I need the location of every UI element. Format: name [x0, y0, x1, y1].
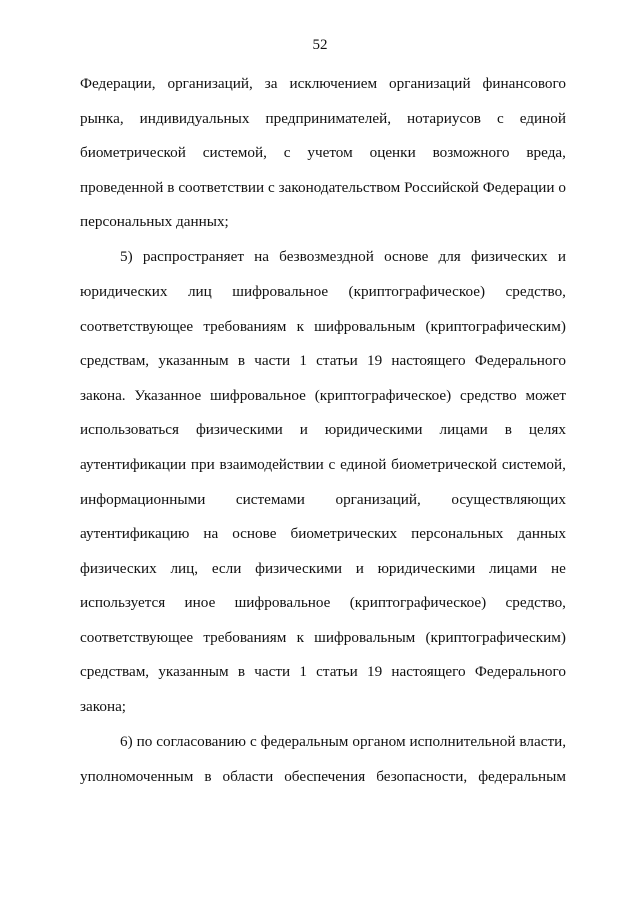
text-word: на — [203, 525, 219, 543]
text-word: федеральным — [260, 733, 349, 751]
text-word: 19 — [366, 352, 383, 370]
text-word: области — [222, 767, 274, 785]
text-word: по — [136, 733, 153, 751]
text-word: власти, — [519, 733, 566, 751]
text-word: шифровальное — [232, 282, 329, 300]
text-word: осуществляющих — [451, 490, 566, 508]
text-word: средство, — [505, 282, 566, 300]
text-word: оценки — [369, 144, 416, 162]
text-word: 1 — [299, 352, 307, 370]
text-word: основе — [384, 248, 429, 266]
text-word: средствам, — [80, 663, 150, 681]
text-word: системами — [235, 490, 305, 508]
text-word: с — [283, 144, 291, 162]
text-line — [80, 725, 566, 760]
text-word: индивидуальных — [139, 109, 250, 127]
text-word: соответствующее — [80, 317, 194, 335]
text-line — [80, 690, 566, 725]
text-word: 19 — [366, 663, 383, 681]
text-word: средство, — [505, 594, 566, 612]
text-line — [80, 517, 566, 552]
text-word: средство — [460, 386, 517, 404]
document-body — [80, 67, 566, 794]
text-word: о — [558, 178, 566, 196]
text-line — [80, 275, 566, 310]
text-word: (криптографическое) — [349, 594, 487, 612]
text-line — [80, 171, 566, 206]
text-line — [80, 310, 566, 345]
text-word: требованиям — [203, 317, 287, 335]
text-word: лицами — [488, 559, 538, 577]
text-word: в — [204, 767, 212, 785]
text-word: Указанное — [134, 386, 202, 404]
text-word: за — [264, 75, 278, 92]
text-word: данных — [517, 525, 566, 543]
text-word: 6) — [120, 733, 133, 751]
text-word: основе — [232, 525, 277, 543]
text-word: единой — [340, 455, 387, 473]
text-word: организаций, — [335, 490, 421, 508]
text-word: закона. — [80, 386, 126, 404]
text-word: нотариусов — [407, 109, 481, 127]
text-word: с — [249, 733, 257, 751]
text-word: аутентификацию — [80, 525, 190, 543]
text-word: уполномоченным — [80, 767, 194, 785]
text-word: к — [296, 317, 304, 335]
text-word: 5) — [120, 248, 133, 266]
text-word: настоящего — [391, 352, 466, 370]
text-word: вреда, — [526, 144, 566, 162]
text-word: физическими — [255, 559, 342, 577]
text-word: распространяет — [142, 248, 244, 266]
text-word: (криптографическое) — [348, 282, 486, 300]
text-word: рынка, — [80, 109, 124, 127]
text-word: предпринимателей, — [265, 109, 392, 127]
text-word: юридическими — [377, 559, 476, 577]
text-line — [80, 379, 566, 414]
text-word: юридическими — [324, 421, 423, 439]
text-word: иное — [184, 594, 216, 612]
text-word: шифровальным — [314, 628, 416, 646]
text-word: части — [254, 663, 291, 681]
text-word: аутентификации — [80, 455, 187, 473]
text-word: средствам, — [80, 352, 150, 370]
text-word: в — [237, 663, 246, 681]
text-line — [80, 552, 566, 587]
text-word: согласованию — [156, 733, 247, 751]
text-word: исключением — [289, 75, 378, 92]
text-word: с — [328, 455, 336, 473]
text-word: на — [254, 248, 270, 266]
text-word: единой — [519, 109, 566, 127]
text-word: персональных данных; — [80, 213, 229, 231]
text-word: в — [167, 178, 175, 196]
text-word: безопасности, — [376, 767, 468, 785]
text-word: Российской — [404, 178, 479, 196]
text-word: организаций, — [167, 75, 253, 92]
text-word: используется — [80, 594, 166, 612]
text-line — [80, 655, 566, 690]
text-line — [80, 102, 566, 137]
text-line — [80, 413, 566, 448]
text-word: для — [438, 248, 461, 266]
text-word: федеральным — [478, 767, 566, 785]
text-word: и — [355, 559, 364, 577]
text-word: безвозмездной — [279, 248, 374, 266]
text-word: органом — [352, 733, 406, 751]
text-word: информационными — [80, 490, 206, 508]
text-word: проведенной — [80, 178, 164, 196]
text-word: 1 — [299, 663, 307, 681]
text-line — [80, 67, 566, 102]
text-word: соответствующее — [80, 628, 194, 646]
text-line — [80, 760, 566, 795]
text-word: шифровальное — [234, 594, 331, 612]
text-word: финансового — [482, 75, 566, 92]
text-word: системой, — [202, 144, 267, 162]
text-word: части — [254, 352, 291, 370]
text-line — [80, 136, 566, 171]
text-line — [80, 240, 566, 275]
text-word: к — [296, 628, 304, 646]
text-line — [80, 621, 566, 656]
text-word: с — [268, 178, 275, 196]
text-line — [80, 344, 566, 379]
text-word: физических — [80, 559, 157, 577]
text-word: физических — [470, 248, 548, 266]
text-word: обеспечения — [284, 767, 366, 785]
text-word: персональных — [411, 525, 504, 543]
text-word: закона; — [80, 698, 127, 716]
text-word: требованиям — [203, 628, 287, 646]
text-word: биометрической — [391, 455, 498, 473]
text-word: не — [551, 559, 566, 577]
text-word: и — [299, 421, 308, 439]
text-word: Федерального — [474, 663, 566, 681]
text-word: биометрических — [290, 525, 398, 543]
page-number: 52 — [312, 37, 328, 53]
text-word: (криптографическим) — [425, 628, 566, 646]
text-word: лиц, — [170, 559, 199, 577]
text-word: биометрической — [80, 144, 186, 162]
text-word: может — [525, 386, 566, 404]
text-word: целях — [528, 421, 566, 439]
text-word: при — [190, 455, 215, 473]
text-word: Федерального — [474, 352, 566, 370]
text-word: статьи — [316, 663, 358, 681]
text-word: шифровальным — [314, 317, 416, 335]
text-word: с — [496, 109, 504, 127]
text-word: законодательством — [278, 178, 401, 196]
text-word: указанным — [158, 352, 229, 370]
text-word: юридических — [80, 282, 168, 300]
text-line — [80, 483, 566, 518]
text-word: если — [211, 559, 242, 577]
text-word: (криптографическое) — [314, 386, 452, 404]
text-word: соответствии — [178, 178, 265, 196]
text-word: использоваться — [80, 421, 180, 439]
text-word: настоящего — [391, 663, 466, 681]
text-word: шифровальное — [210, 386, 306, 404]
text-word: статьи — [316, 352, 358, 370]
text-word: учетом — [307, 144, 353, 162]
text-word: Федерации — [482, 178, 555, 196]
text-word: исполнительной — [409, 733, 516, 751]
text-word: указанным — [158, 663, 229, 681]
text-word: системой, — [501, 455, 566, 473]
text-word: в — [504, 421, 512, 439]
text-word: в — [237, 352, 246, 370]
text-word: физическими — [195, 421, 283, 439]
text-word: организаций — [389, 75, 471, 92]
text-line — [80, 586, 566, 621]
text-word: лиц — [187, 282, 212, 300]
text-word: взаимодействии — [219, 455, 324, 473]
text-word: возможного — [432, 144, 510, 162]
text-line — [80, 205, 566, 240]
text-line — [80, 448, 566, 483]
text-word: лицами — [439, 421, 488, 439]
text-word: Федерации, — [80, 75, 156, 92]
text-word: (криптографическим) — [425, 317, 566, 335]
text-word: и — [557, 248, 566, 266]
